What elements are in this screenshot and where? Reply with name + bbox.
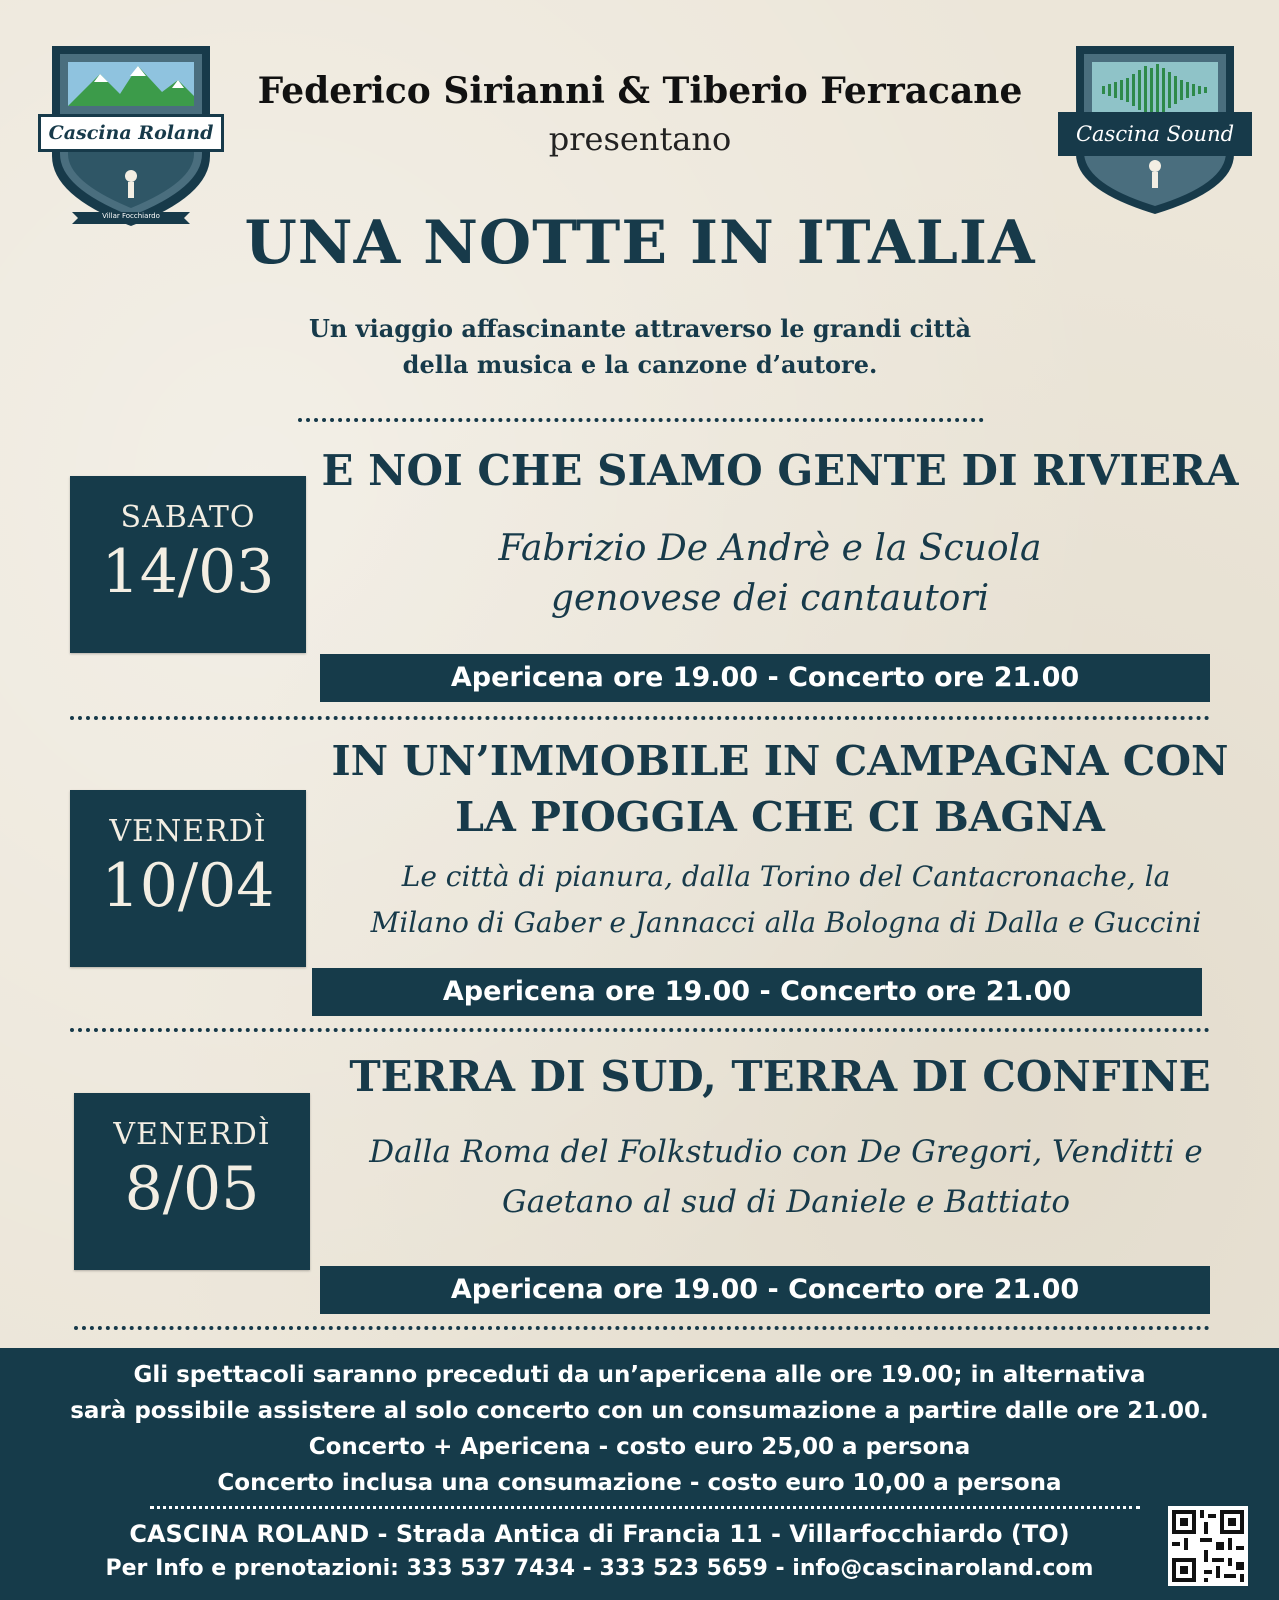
footer-price-2: Concerto inclusa una consumazione - costo euro 10,00 a persona [217, 1470, 1062, 1496]
footer-address: CASCINA ROLAND - Strada Antica di Francia 11 - Villarfocchiardo (TO) [129, 1520, 1070, 1548]
subtitle-line-2: della musica e la canzone d’autore. [402, 350, 878, 379]
event-schedule-bar: Apericena ore 19.00 - Concerto ore 21.00 [320, 1266, 1210, 1314]
event-day: VENERDÌ [109, 814, 267, 849]
event-date: 10/04 [101, 851, 275, 921]
page-title: UNA NOTTE IN ITALIA [244, 208, 1036, 278]
event-date-box [70, 790, 306, 967]
footer-info-line-1: Gli spettacoli saranno preceduti da un’apericena alle ore 19.00; in alternativa [133, 1362, 1146, 1388]
event-description-line-2: Gaetano al sud di Daniele e Battiato [501, 1184, 1071, 1220]
cascina-sound-banner [1058, 112, 1252, 156]
event-description-line-1: Dalla Roma del Folkstudio con De Gregori, Venditti e [369, 1134, 1203, 1170]
cascina-sound-text: Cascina Sound [1075, 122, 1235, 146]
event-title-line-2: LA PIOGGIA CHE CI BAGNA [455, 793, 1105, 841]
qr-code-icon[interactable] [1168, 1506, 1248, 1586]
presenters: Federico Sirianni & Tiberio Ferracane [257, 70, 1023, 112]
event-day: SABATO [120, 500, 256, 535]
event-date-box [70, 476, 306, 653]
event-schedule-bar: Apericena ore 19.00 - Concerto ore 21.00 [312, 968, 1202, 1016]
event-description-line-1: Le città di pianura, dalla Torino del Cantacronache, la [401, 860, 1171, 893]
cascina-roland-banner [38, 114, 224, 152]
event-date: 8/05 [124, 1154, 260, 1224]
divider [70, 716, 1210, 720]
event-description-line-2: Milano di Gaber e Jannacci alla Bologna di Dalla e Guccini [370, 906, 1202, 939]
footer-divider [150, 1506, 1140, 1509]
cascina-roland-subtext: Villar Focchiardo [102, 212, 160, 220]
cascina-roland-text: Cascina Roland [48, 122, 214, 144]
event-title: E NOI CHE SIAMO GENTE DI RIVIERA [321, 446, 1239, 495]
event-day: VENERDÌ [113, 1117, 271, 1152]
divider [298, 418, 984, 422]
event-description-line-2: genovese dei cantautori [550, 578, 990, 619]
footer-info-line-2: sarà possibile assistere al solo concerto con un consumazione a partire dalle ore 21.00. [70, 1398, 1209, 1424]
event-schedule-bar: Apericena ore 19.00 - Concerto ore 21.00 [320, 654, 1210, 702]
presenting-text: presentano [548, 120, 732, 158]
event-title-line-1: IN UN’IMMOBILE IN CAMPAGNA CON [331, 737, 1229, 785]
footer-panel [0, 1348, 1279, 1600]
event-date: 14/03 [101, 537, 275, 607]
event-date-box [74, 1093, 310, 1270]
event-title: TERRA DI SUD, TERRA DI CONFINE [349, 1052, 1211, 1101]
divider [74, 1326, 1210, 1330]
cascina-sound-logo [1062, 38, 1248, 218]
event-description-line-1: Fabrizio De Andrè e la Scuola [498, 528, 1042, 569]
subtitle-line-1: Un viaggio affascinante attraverso le grandi città [308, 314, 972, 343]
footer-contacts: Per Info e prenotazioni: 333 537 7434 - 333 523 5659 - info@cascinaroland.com [105, 1556, 1094, 1581]
footer-price-1: Concerto + Apericena - costo euro 25,00 a persona [308, 1434, 971, 1460]
divider [70, 1028, 1210, 1032]
cascina-roland-logo [38, 36, 224, 232]
